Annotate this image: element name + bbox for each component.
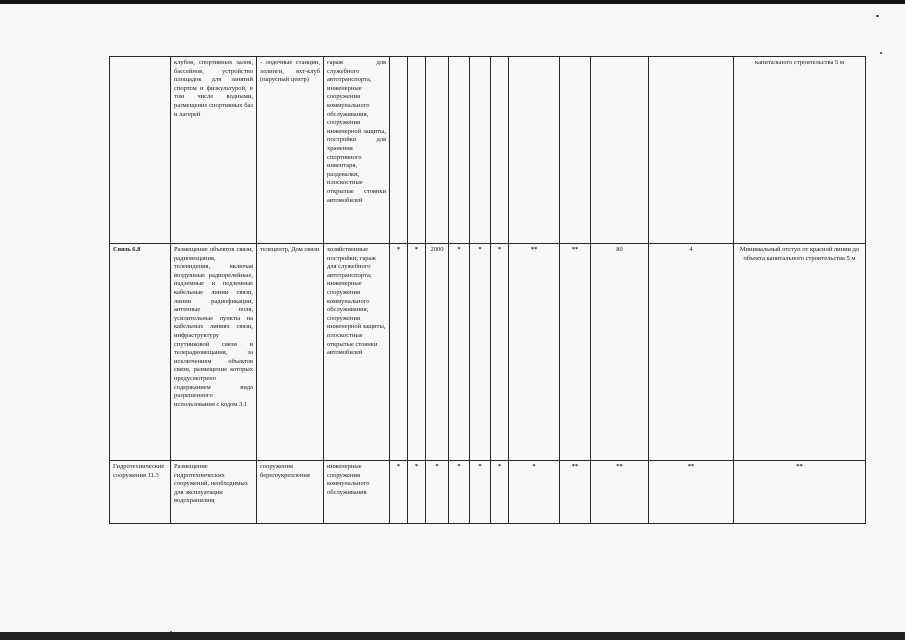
table-row xyxy=(110,57,866,244)
remarks-cell: ** xyxy=(734,461,866,524)
permitted-use-name xyxy=(110,57,171,244)
param-cell: ** xyxy=(560,461,591,524)
param-cell xyxy=(390,57,408,244)
auxiliary-use-objects: инженерные сооружения коммунального обслуживания xyxy=(324,461,390,524)
param-cell: 2000 xyxy=(426,244,449,461)
param-cell: * xyxy=(491,244,509,461)
param-cell xyxy=(470,57,491,244)
param-cell xyxy=(509,57,560,244)
auxiliary-use-objects: гараж для служебного автотранспорта, инженерные сооружения коммунального обслуживания, сооружения инженерной защиты, постройки для хранения спортивного инвентаря, раздевалки, плоскостные открытые стоянки автомобилей xyxy=(324,57,390,244)
param-cell xyxy=(491,57,509,244)
scan-edge-bottom xyxy=(0,632,905,640)
permitted-use-description: Размещение объектов связи, радиовещания, телевидения, включая воздушные радиорелейные, надземные и подземные кабельные линии связи, линии радиофикации, антенные поля, усилительные пункты на кабельных линиях связи, инфраструктуру спутниковой связи и телерадиовещания, за исключением объектов связи, размещение которых предусмотрено содержанием вида разрешенного использования с кодом 3.1 xyxy=(171,244,257,461)
param-cell: * xyxy=(491,461,509,524)
param-cell: * xyxy=(509,461,560,524)
permitted-use-description: клубов, спортивных залов, бассейнов, устройство площадок для занятий спортом и физкультурой, в том числе водными, размещение спортивных баз и лагерей xyxy=(171,57,257,244)
scan-speck xyxy=(876,15,879,17)
permitted-use-name: Гидротехнические сооружения 11.3 xyxy=(110,461,171,524)
param-cell: ** xyxy=(509,244,560,461)
remarks-cell: Минимальный отступ от красной линии до объекта капитального строительства 5 м xyxy=(734,244,866,461)
main-use-objects: - лодочные станции, эллинги, яхт-клуб (парусный центр) xyxy=(257,57,324,244)
param-cell: ** xyxy=(591,461,649,524)
param-cell xyxy=(408,57,426,244)
scan-edge-top xyxy=(0,0,905,4)
main-use-objects: сооружения берегоукрепления xyxy=(257,461,324,524)
param-cell: ** xyxy=(649,461,734,524)
permitted-use-name: Связь 6.8 xyxy=(110,244,171,461)
param-cell: * xyxy=(449,244,470,461)
param-cell xyxy=(591,57,649,244)
table-row xyxy=(110,244,866,461)
main-use-objects: телецентр, Дом связи xyxy=(257,244,324,461)
param-cell: ** xyxy=(560,244,591,461)
param-cell: 80 xyxy=(591,244,649,461)
table-row xyxy=(110,461,866,524)
param-cell xyxy=(649,57,734,244)
auxiliary-use-objects: хозяйственные постройки; гараж для служебного автотранспорта; инженерные сооружения коммунального обслуживания; сооружения инженерной защиты, плоскостные открытые стоянки автомобилей xyxy=(324,244,390,461)
scan-speck xyxy=(170,631,172,632)
remarks-cell: капитального строительства 5 м xyxy=(734,57,866,244)
param-cell: 4 xyxy=(649,244,734,461)
param-cell: * xyxy=(390,461,408,524)
param-cell xyxy=(560,57,591,244)
param-cell: * xyxy=(408,461,426,524)
param-cell: * xyxy=(470,461,491,524)
param-cell: * xyxy=(426,461,449,524)
param-cell xyxy=(426,57,449,244)
zoning-regulations-table xyxy=(109,56,866,524)
param-cell: * xyxy=(449,461,470,524)
param-cell: * xyxy=(390,244,408,461)
scan-speck xyxy=(880,52,882,54)
param-cell: * xyxy=(470,244,491,461)
param-cell xyxy=(449,57,470,244)
permitted-use-description: Размещение гидротехнических сооружений, необходимых для эксплуатации водохранилищ xyxy=(171,461,257,524)
param-cell: * xyxy=(408,244,426,461)
